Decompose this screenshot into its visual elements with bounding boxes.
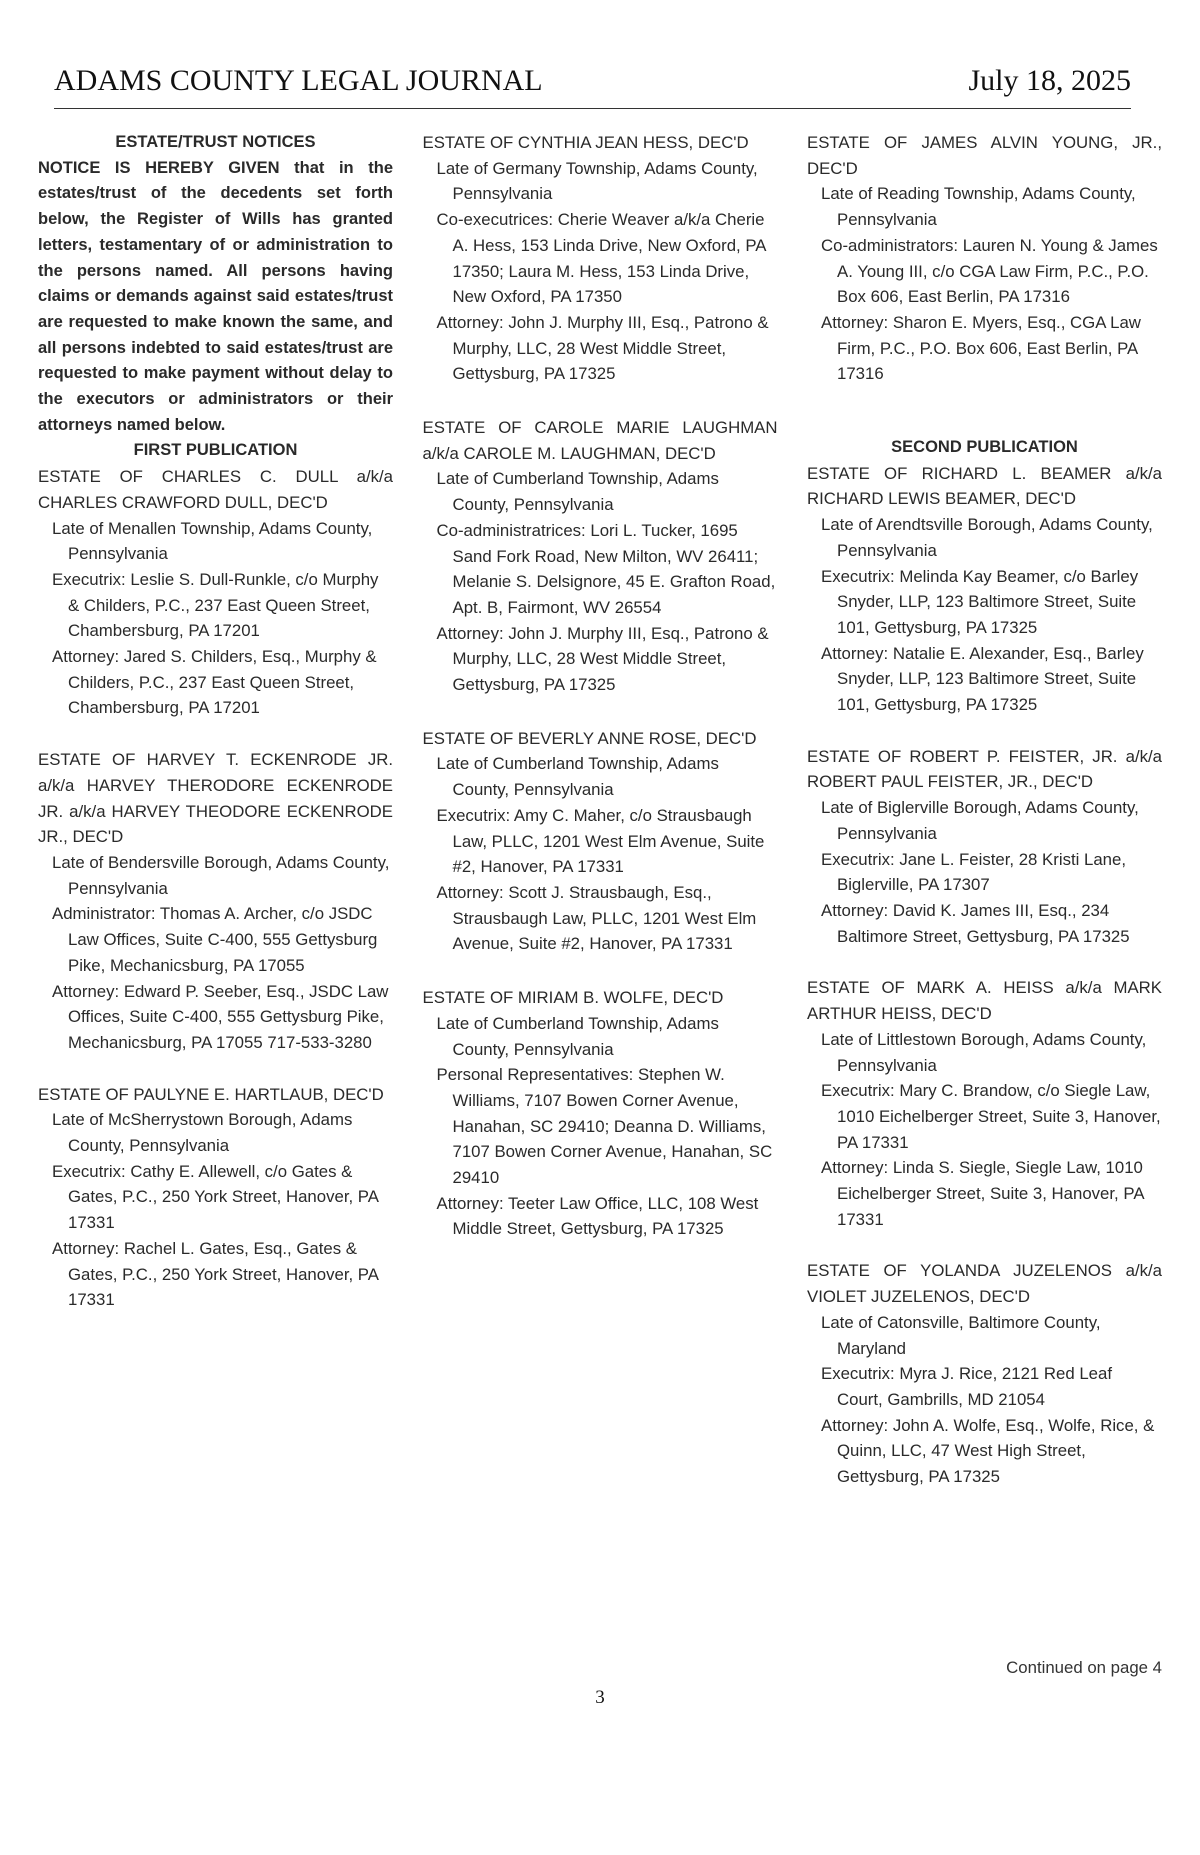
estate-title: ESTATE OF HARVEY T. ECKENRODE JR. a/k/a HARVEY THERODORE ECKENRODE JR. a/k/a HARVEY THEODORE ECKENRODE JR., DEC'D	[38, 750, 393, 847]
estate-attorney: Attorney: Sharon E. Myers, Esq., CGA Law Firm, P.C., P.O. Box 606, East Berlin, PA 17316	[821, 312, 1141, 384]
issue-date: July 18, 2025	[968, 64, 1131, 97]
first-publication-heading: FIRST PUBLICATION	[133, 441, 298, 460]
estate-representative: Executrix: Melinda Kay Beamer, c/o Barley Snyder, LLP, 123 Baltimore Street, Suite 101, Gettysburg, PA 17325	[821, 566, 1139, 637]
estate-attorney: Attorney: Rachel L. Gates, Esq., Gates & Gates, P.C., 250 York Street, Hanover, PA 17331	[52, 1238, 379, 1310]
column-2	[423, 130, 778, 1660]
estate-attorney: Attorney: Teeter Law Office, LLC, 108 West Middle Street, Gettysburg, PA 17325	[436, 1193, 759, 1239]
estate-representative: Co-executrices: Cherie Weaver a/k/a Cherie A. Hess, 153 Linda Drive, New Oxford, PA 17350; Laura M. Hess, 153 Linda Drive, New Oxford, PA 17350	[436, 210, 766, 307]
page-header	[54, 64, 1131, 109]
estate-notice	[423, 130, 778, 387]
second-publication-heading: SECOND PUBLICATION	[891, 438, 1078, 457]
notice-columns	[38, 130, 1162, 1660]
page-number: 3	[595, 1687, 605, 1708]
estate-attorney: Attorney: John A. Wolfe, Esq., Wolfe, Rice, & Quinn, LLC, 47 West High Street, Gettysburg, PA 17325	[821, 1415, 1155, 1487]
estate-representative: Executrix: Amy C. Maher, c/o Strausbaugh Law, PLLC, 1201 West Elm Avenue, Suite #2, Hanover, PA 17331	[436, 805, 765, 877]
estate-title: ESTATE OF MARK A. HEISS a/k/a MARK ARTHUR HEISS, DEC'D	[807, 978, 1162, 1024]
estate-title: ESTATE OF ROBERT P. FEISTER, JR. a/k/a ROBERT PAUL FEISTER, JR., DEC'D	[807, 746, 1162, 792]
estate-representative: Co-administrators: Lauren N. Young & James A. Young III, c/o CGA Law Firm, P.C., P.O. Box 606, East Berlin, PA 17316	[821, 235, 1158, 307]
estate-residence: Late of Cumberland Township, Adams County, Pennsylvania	[436, 1013, 719, 1059]
notice-intro: NOTICE IS HEREBY GIVEN that in the estates/trust of the decedents set forth below, the Register of Wills has granted letters, testamentary of or administration to the persons named. All persons having claims or demands against said estates/trust are requested to make known the same, and all persons indebted to said estates/trust are requested to make payment without delay to the executors or administrators or their attorneys named below.	[38, 158, 393, 434]
estate-title: ESTATE OF CHARLES C. DULL a/k/a CHARLES CRAWFORD DULL, DEC'D	[38, 467, 393, 512]
estate-residence: Late of Biglerville Borough, Adams County, Pennsylvania	[821, 798, 1139, 843]
estate-title: ESTATE OF YOLANDA JUZELENOS a/k/a VIOLET JUZELENOS, DEC'D	[807, 1261, 1162, 1307]
estate-attorney: Attorney: John J. Murphy III, Esq., Patrono & Murphy, LLC, 28 West Middle Street, Gettysburg, PA 17325	[436, 623, 769, 695]
estate-representative: Personal Representatives: Stephen W. Williams, 7107 Bowen Corner Avenue, Hanahan, SC 29410; Deanna D. Williams, 7107 Bowen Corner Avenue, Hanahan, SC 29410	[436, 1065, 773, 1188]
estate-title: ESTATE OF JAMES ALVIN YOUNG, JR., DEC'D	[807, 133, 1162, 178]
estate-notice	[807, 1258, 1162, 1489]
estate-residence: Late of Germany Township, Adams County, Pennsylvania	[436, 158, 758, 204]
estate-representative: Executrix: Mary C. Brandow, c/o Siegle Law, 1010 Eichelberger Street, Suite 3, Hanover, PA 17331	[821, 1081, 1161, 1152]
estate-attorney: Attorney: Edward P. Seeber, Esq., JSDC Law Offices, Suite C-400, 555 Gettysburg Pike, Mechanicsburg, PA 17055 717-533-3280	[52, 981, 389, 1052]
estate-attorney: Attorney: Scott J. Strausbaugh, Esq., Strausbaugh Law, PLLC, 1201 West Elm Avenue, Suite #2, Hanover, PA 17331	[436, 882, 757, 954]
estate-title: ESTATE OF MIRIAM B. WOLFE, DEC'D	[422, 988, 724, 1008]
estate-residence: Late of Cumberland Township, Adams County, Pennsylvania	[436, 469, 719, 515]
estate-title: ESTATE OF PAULYNE E. HARTLAUB, DEC'D	[38, 1084, 384, 1104]
estate-residence: Late of Arendtsville Borough, Adams County, Pennsylvania	[821, 515, 1153, 560]
estate-representative: Co-administratrices: Lori L. Tucker, 1695 Sand Fork Road, New Milton, WV 26411; Melanie S. Delsignore, 45 E. Grafton Road, Apt. B, Fairmont, WV 26554	[436, 520, 776, 617]
estate-notice	[807, 975, 1162, 1232]
estate-notice	[423, 726, 778, 957]
estate-notice	[38, 1082, 393, 1313]
estate-attorney: Attorney: David K. James III, Esq., 234 Baltimore Street, Gettysburg, PA 17325	[821, 900, 1130, 946]
column-3	[807, 130, 1162, 1660]
estate-representative: Executrix: Jane L. Feister, 28 Kristi Lane, Biglerville, PA 17307	[821, 849, 1127, 895]
estate-title: ESTATE OF CYNTHIA JEAN HESS, DEC'D	[422, 133, 749, 152]
estate-attorney: Attorney: Natalie E. Alexander, Esq., Barley Snyder, LLP, 123 Baltimore Street, Suite 101, Gettysburg, PA 17325	[821, 643, 1144, 715]
journal-title: ADAMS COUNTY LEGAL JOURNAL	[54, 64, 543, 97]
estate-representative: Executrix: Leslie S. Dull-Runkle, c/o Murphy & Childers, P.C., 237 East Queen Street, Chambersburg, PA 17201	[52, 569, 379, 641]
estate-residence: Late of Reading Township, Adams County, Pennsylvania	[821, 184, 1136, 230]
estate-residence: Late of McSherrystown Borough, Adams County, Pennsylvania	[52, 1110, 353, 1156]
estate-title: ESTATE OF RICHARD L. BEAMER a/k/a RICHARD LEWIS BEAMER, DEC'D	[807, 463, 1162, 509]
estate-notice	[38, 464, 393, 721]
estate-attorney: Attorney: Jared S. Childers, Esq., Murphy & Childers, P.C., 237 East Queen Street, Chambersburg, PA 17201	[52, 647, 377, 718]
estate-representative: Administrator: Thomas A. Archer, c/o JSDC Law Offices, Suite C-400, 555 Gettysburg Pike, Mechanicsburg, PA 17055	[52, 904, 378, 975]
estate-notice	[423, 985, 778, 1242]
estate-representative: Executrix: Cathy E. Allewell, c/o Gates & Gates, P.C., 250 York Street, Hanover, PA 17331	[52, 1161, 379, 1233]
estate-attorney: Attorney: John J. Murphy III, Esq., Patrono & Murphy, LLC, 28 West Middle Street, Gettysburg, PA 17325	[436, 312, 769, 384]
estate-notice	[423, 415, 778, 698]
estate-residence: Late of Menallen Township, Adams County, Pennsylvania	[52, 518, 373, 564]
estate-residence: Late of Catonsville, Baltimore County, Maryland	[821, 1312, 1101, 1358]
estate-residence: Late of Cumberland Township, Adams County, Pennsylvania	[436, 754, 719, 800]
estate-residence: Late of Littlestown Borough, Adams County, Pennsylvania	[821, 1029, 1147, 1075]
estate-representative: Executrix: Myra J. Rice, 2121 Red Leaf Court, Gambrills, MD 21054	[821, 1364, 1113, 1409]
notices-title: ESTATE/TRUST NOTICES	[115, 133, 316, 151]
estate-notice	[807, 744, 1162, 950]
column-1	[38, 130, 393, 1660]
estate-attorney: Attorney: Linda S. Siegle, Siegle Law, 1010 Eichelberger Street, Suite 3, Hanover, PA 17331	[821, 1158, 1144, 1229]
estate-residence: Late of Bendersville Borough, Adams County, Pennsylvania	[52, 852, 390, 898]
estate-notice	[38, 747, 393, 1055]
estate-title: ESTATE OF CAROLE MARIE LAUGHMAN a/k/a CAROLE M. LAUGHMAN, DEC'D	[422, 418, 778, 463]
estate-notice	[807, 130, 1162, 387]
continued-note: Continued on page 4	[1006, 1658, 1162, 1677]
estate-notice	[807, 461, 1162, 718]
estate-title: ESTATE OF BEVERLY ANNE ROSE, DEC'D	[422, 728, 757, 748]
